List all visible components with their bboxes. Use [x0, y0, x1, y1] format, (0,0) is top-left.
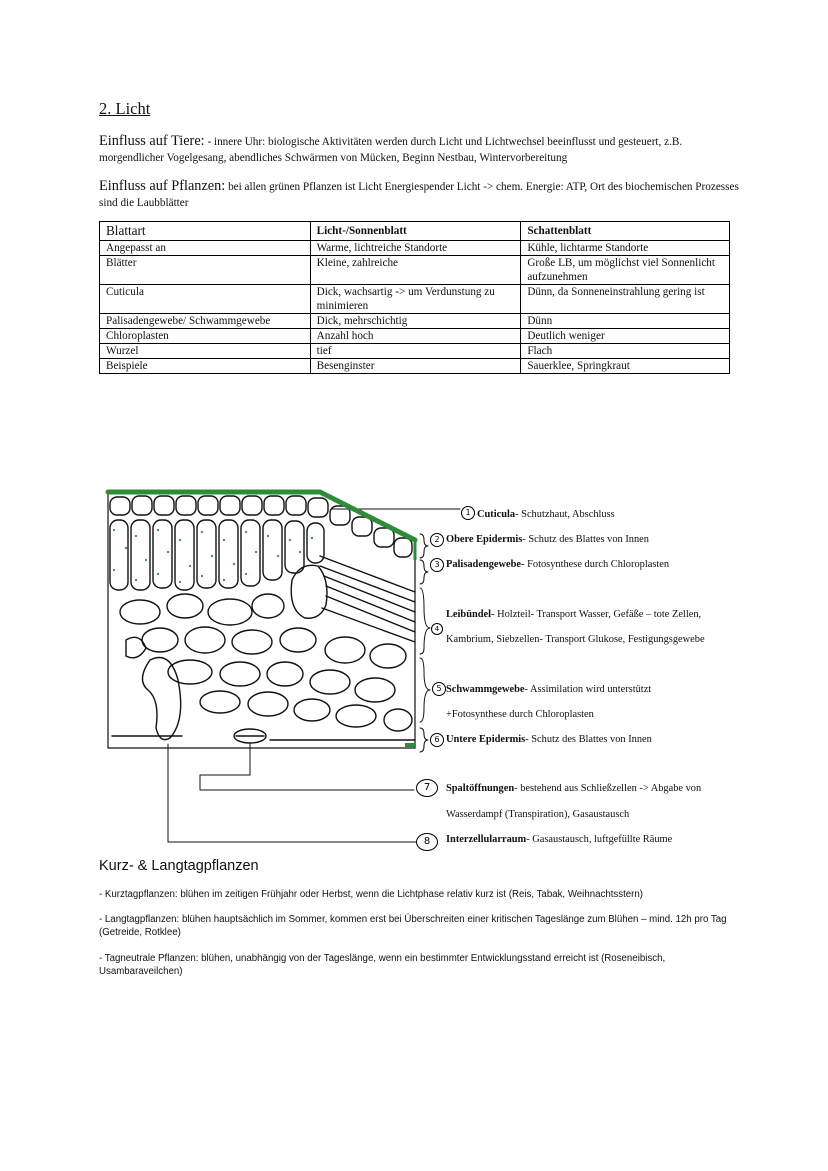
diagram-label-title: Spaltöffnungen — [446, 783, 515, 794]
upper-epidermis-cells — [110, 496, 412, 557]
table-cell: Dick, mehrschichtig — [310, 314, 521, 329]
diagram-label — [446, 608, 701, 622]
diagram-label-line2: Kambrium, Siebzellen- Transport Glukose, Festigungsgewebe — [446, 634, 705, 645]
diagram-label-text: - Holzteil- Transport Wasser, Gefäße – tote Zellen, — [491, 609, 702, 620]
table-cell: Deutlich weniger — [521, 329, 730, 344]
table-cell: Palisadengewebe/ Schwammgewebe — [100, 314, 311, 329]
diagram-label-text: - Gasaustausch, luftgefüllte Räume — [526, 834, 673, 845]
table-cell: Dünn, da Sonneneinstrahlung gering ist — [521, 285, 730, 314]
diagram-label-title: Interzellularraum — [446, 834, 527, 845]
diagram-label-line2: +Fotosynthese durch Chloroplasten — [446, 709, 594, 720]
label-number-circle: 3 — [430, 558, 444, 572]
table-cell: Sauerklee, Springkraut — [521, 359, 730, 374]
table-header-cell: Licht-/Sonnenblatt — [310, 222, 521, 241]
table-cell: Flach — [521, 344, 730, 359]
table-cell: Warme, lichtreiche Standorte — [310, 241, 521, 256]
vascular-bundle — [291, 556, 415, 642]
page-heading: 2. Licht — [99, 99, 151, 118]
table-cell: Kühle, lichtarme Standorte — [521, 241, 730, 256]
table-cell: Dick, wachsartig -> um Verdunstung zu minimieren — [310, 285, 521, 314]
chloroplast-dots — [113, 529, 313, 583]
diagram-label-title: Cuticula — [477, 509, 516, 520]
diagram-label-title: Palisadengewebe — [446, 559, 522, 570]
label-number-circle: 6 — [430, 733, 444, 747]
tiere-text: - innere Uhr: biologische Aktivitäten werden durch Licht und Lichtwechsel beeinflusst und gesteuert, z.B. morgendlicher Vogelgesang, abendliches Schwärmen von Mücken, Beginn Nestbau, Wintervorbereitung — [99, 136, 683, 164]
diagram-label-text: - Schutz des Blattes von Innen — [525, 734, 652, 745]
label-number-circle: 1 — [461, 506, 475, 520]
label-number-circle: 5 — [432, 682, 446, 696]
kurzlang-heading: Kurz- & Langtagpflanzen — [99, 858, 259, 874]
diagram-label-text: - Fotosynthese durch Chloroplasten — [521, 559, 670, 570]
braces — [420, 534, 430, 752]
table-cell: Kleine, zahlreiche — [310, 256, 521, 285]
table-header-cell: Schattenblatt — [521, 222, 730, 241]
kurzlang-item: - Kurztagpflanzen: blühen im zeitigen Frühjahr oder Herbst, wenn die Lichtphase relativ kurz ist (Reis, Tabak, Weihnachtsstern) — [99, 889, 644, 900]
table-header-cell: Blattart — [100, 222, 311, 241]
diagram-label-text: - Schutz des Blattes von Innen — [522, 534, 649, 545]
table-cell: Chloroplasten — [100, 329, 311, 344]
diagram-label-line2: Wasserdampf (Transpiration), Gasaustausch — [446, 809, 630, 820]
diagram-label-title: Leibündel — [446, 609, 492, 620]
label-number-circle: 8 — [416, 833, 438, 851]
label-number-circle: 7 — [416, 779, 438, 797]
diagram-label — [446, 833, 672, 847]
label-number-circle: 2 — [430, 533, 444, 547]
diagram-label-text: - bestehend aus Schließzellen -> Abgabe von — [514, 783, 702, 794]
kurzlang-item: - Tagneutrale Pflanzen: blühen, unabhängig von der Tageslänge, wenn ein bestimmter Entwicklungsstand erreicht ist (Roseneibisch, Usambaraveilchen) — [99, 953, 666, 977]
spongy-cells — [120, 594, 412, 740]
diagram-label — [446, 733, 652, 747]
diagram-label — [446, 558, 669, 572]
diagram-label — [446, 533, 649, 547]
tiere-lead: Einfluss auf Tiere: — [99, 133, 205, 149]
table-cell: Blätter — [100, 256, 311, 285]
diagram-label-title: Untere Epidermis — [446, 734, 526, 745]
pflanzen-lead: Einfluss auf Pflanzen: — [99, 178, 226, 194]
diagram-label — [446, 683, 651, 697]
diagram-label-text: - Schutzhaut, Abschluss — [515, 509, 615, 520]
diagram-label-text: - Assimilation wird unterstützt — [524, 684, 652, 695]
table-cell: Anzahl hoch — [310, 329, 521, 344]
table-cell: tief — [310, 344, 521, 359]
diagram-label-title: Obere Epidermis — [446, 534, 523, 545]
table-cell: Besenginster — [310, 359, 521, 374]
table-cell: Große LB, um möglichst viel Sonnenlicht aufzunehmen — [521, 256, 730, 285]
table-cell: Angepasst an — [100, 241, 311, 256]
diagram-label — [446, 782, 701, 796]
table-cell: Wurzel — [100, 344, 311, 359]
label-number-circle: 4 — [431, 623, 443, 635]
kurzlang-item: - Langtagpflanzen: blühen hauptsächlich im Sommer, kommen erst bei Überschreiten einer kritischen Tageslänge zum Blühen – mind. 12h pro Tag (Getreide, Rotklee) — [99, 914, 727, 938]
table-cell: Cuticula — [100, 285, 311, 314]
table-cell: Dünn — [521, 314, 730, 329]
diagram-label — [477, 508, 615, 522]
pflanzen-text: bei allen grünen Pflanzen ist Licht Energiespender Licht -> chem. Energie: ATP, Ort des biochemischen Prozesses sind die Laubblätter — [99, 181, 739, 209]
diagram-label-title: Schwammgewebe — [446, 684, 525, 695]
table-cell: Beispiele — [100, 359, 311, 374]
